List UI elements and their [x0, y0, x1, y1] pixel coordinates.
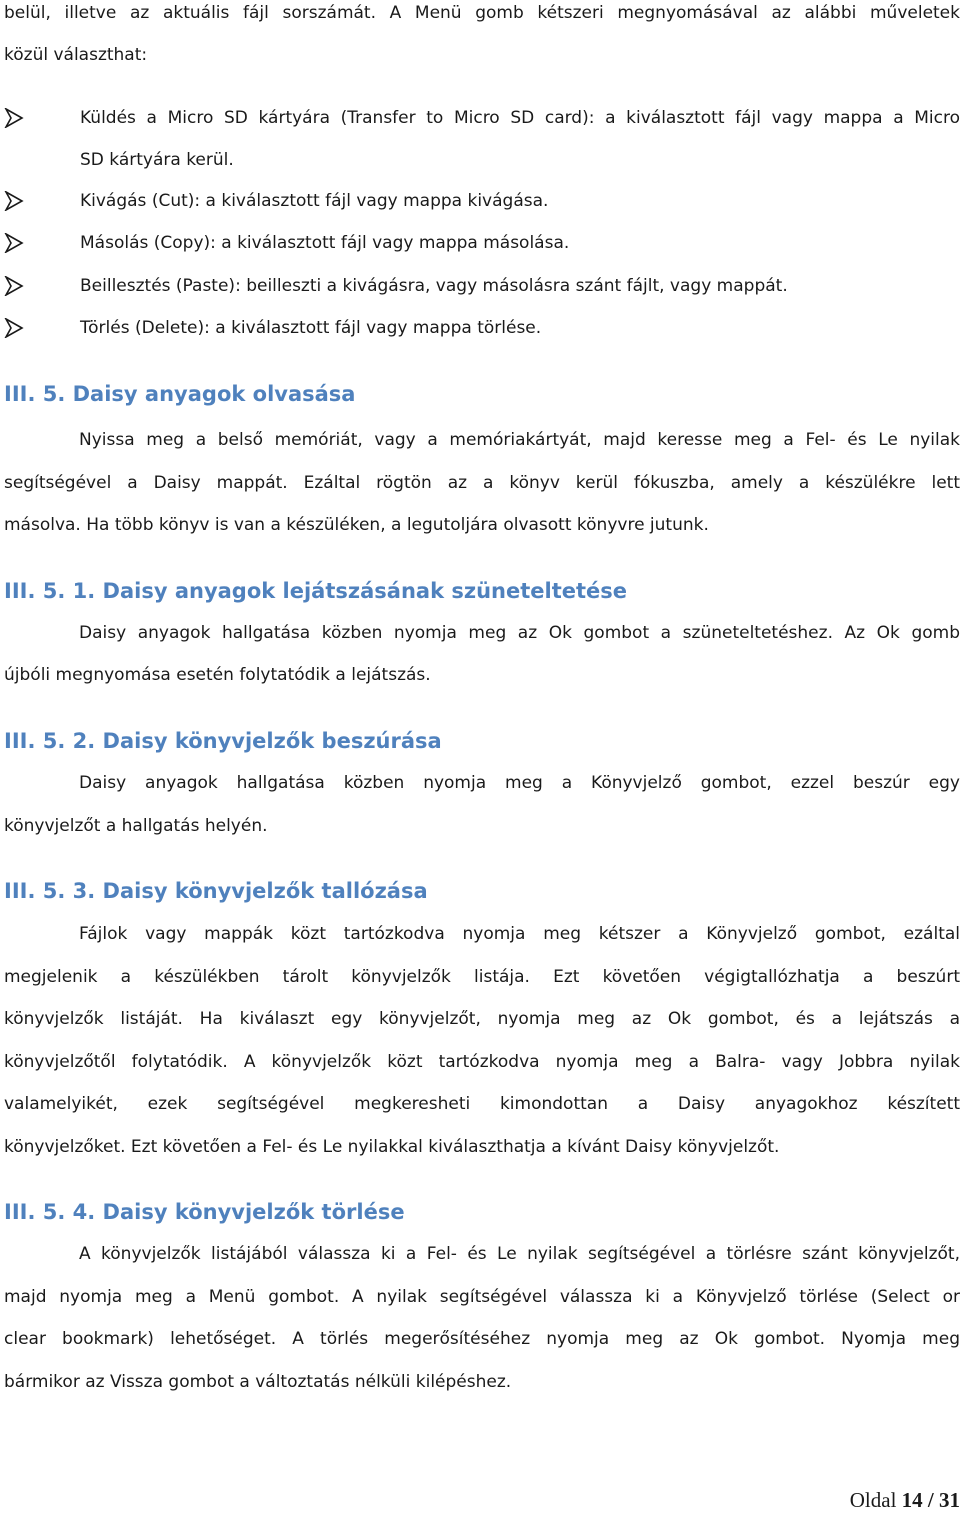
paragraph-line: Fájlok vagy mappák közt tartózkodva nyomja meg kétszer a Könyvjelző gombot, ezáltal — [79, 924, 960, 944]
bullet-text: Másolás (Copy): a kiválasztott fájl vagy mappa másolása. — [80, 233, 570, 253]
paragraph-line: könyvjelzőket. Ezt követően a Fel- és Le nyilakkal kiválaszthatja a kívánt Daisy könyvjelzőt. — [4, 1137, 780, 1157]
paragraph-line: valamelyikét, ezek segítségével megkeresheti kimondottan a Daisy anyagokhoz készített — [4, 1094, 960, 1114]
paragraph-line: Nyissa meg a belső memóriát, vagy a memóriakártyát, majd keresse meg a Fel- és Le nyilak — [79, 430, 960, 450]
paragraph-line: bármikor az Vissza gombot a változtatás nélküli kilépéshez. — [4, 1372, 512, 1392]
paragraph-line: könyvjelzők listáját. Ha kiválaszt egy könyvjelzőt, nyomja meg az Ok gombot, és a lejátszás a — [4, 1009, 960, 1029]
section-heading: III. 5. 2. Daisy könyvjelzők beszúrása — [4, 729, 442, 753]
paragraph-line: megjelenik a készülékben tárolt könyvjelzők listája. Ezt követően végigtallózhatja a beszúrt — [4, 967, 960, 987]
paragraph-line: újbóli megnyomása esetén folytatódik a lejátszás. — [4, 665, 431, 685]
arrow-bullet-icon — [4, 276, 24, 296]
arrow-bullet-icon — [4, 233, 24, 253]
intro-line-2: közül választhat: — [4, 45, 148, 65]
bullet-text-continuation: SD kártyára kerül. — [80, 150, 234, 170]
section-heading: III. 5. 1. Daisy anyagok lejátszásának szüneteltetése — [4, 579, 628, 603]
paragraph-line: segítségével a Daisy mappát. Ezáltal rögtön az a könyv kerül fókuszba, amely a készülékre lett — [4, 473, 960, 493]
bullet-text: Kivágás (Cut): a kiválasztott fájl vagy mappa kivágása. — [80, 191, 549, 211]
paragraph-line: Daisy anyagok hallgatása közben nyomja meg a Könyvjelző gombot, ezzel beszúr egy — [79, 773, 960, 793]
paragraph-line: könyvjelzőt a hallgatás helyén. — [4, 816, 268, 836]
paragraph-line: másolva. Ha több könyv is van a készüléken, a legutoljára olvasott könyvre jutunk. — [4, 515, 709, 535]
page-separator: / — [927, 1488, 934, 1512]
intro-line-1: belül, illetve az aktuális fájl sorszámát. A Menü gomb kétszeri megnyomásával az alábbi műveletek — [4, 3, 960, 23]
page-current: 14 — [901, 1488, 923, 1512]
arrow-bullet-icon — [4, 108, 24, 128]
page-number — [850, 1486, 960, 1514]
paragraph-line: könyvjelzőtől folytatódik. A könyvjelzők közt tartózkodva nyomja meg a Balra- vagy Jobbra nyilak — [4, 1052, 960, 1072]
arrow-bullet-icon — [4, 318, 24, 338]
paragraph-line: Daisy anyagok hallgatása közben nyomja meg az Ok gombot a szüneteltetéshez. Az Ok gomb — [79, 623, 960, 643]
paragraph-line: majd nyomja meg a Menü gombot. A nyilak segítségével válassza ki a Könyvjelző törlése (Select or — [4, 1287, 960, 1307]
arrow-bullet-icon — [4, 191, 24, 211]
paragraph-line: A könyvjelzők listájából válassza ki a Fel- és Le nyilak segítségével a törlésre szánt könyvjelzőt, — [79, 1244, 960, 1264]
document-page — [4, 0, 960, 1514]
bullet-text: Törlés (Delete): a kiválasztott fájl vagy mappa törlése. — [80, 318, 542, 338]
section-heading: III. 5. 3. Daisy könyvjelzők tallózása — [4, 879, 428, 903]
section-heading: III. 5. Daisy anyagok olvasása — [4, 382, 356, 406]
paragraph-line: clear bookmark) lehetőséget. A törlés megerősítéséhez nyomja meg az Ok gombot. Nyomja meg — [4, 1329, 960, 1349]
section-heading: III. 5. 4. Daisy könyvjelzők törlése — [4, 1200, 405, 1224]
bullet-text: Beillesztés (Paste): beilleszti a kivágásra, vagy másolásra szánt fájlt, vagy mappát. — [80, 276, 788, 296]
page-total: 31 — [939, 1488, 960, 1512]
page-label: Oldal — [849, 1488, 897, 1512]
bullet-text: Küldés a Micro SD kártyára (Transfer to Micro SD card): a kiválasztott fájl vagy mappa a Micro — [80, 108, 960, 128]
